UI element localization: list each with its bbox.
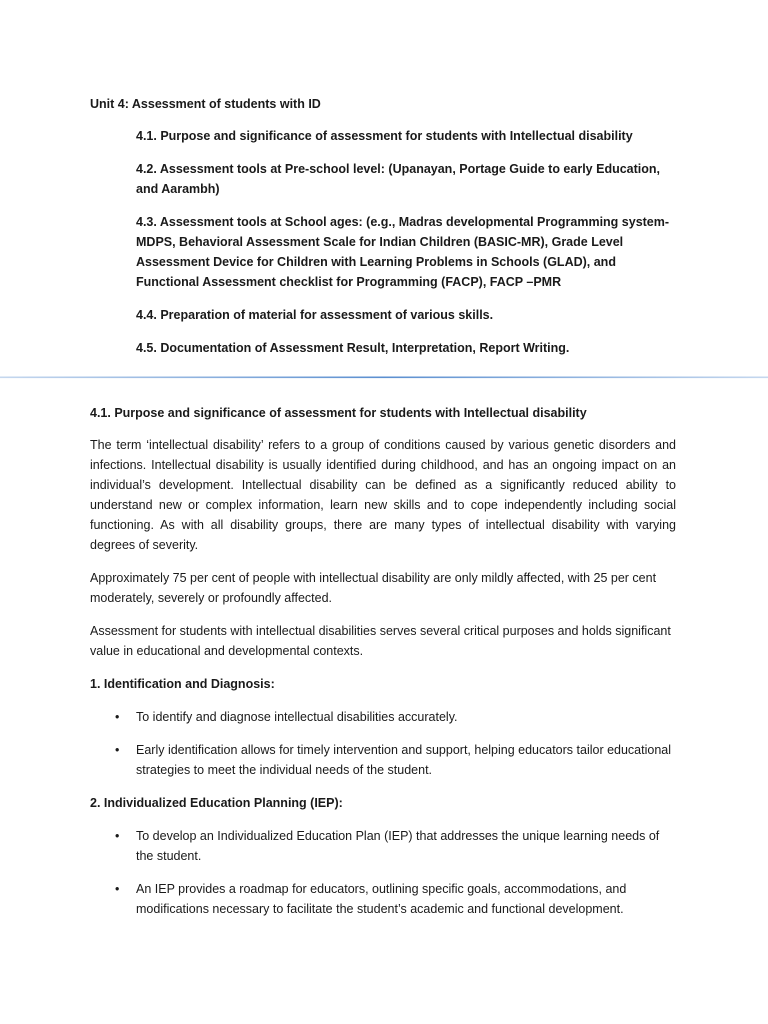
list-item bbox=[115, 826, 676, 866]
toc-item: 4.4. Preparation of material for assessment of various skills. bbox=[136, 308, 494, 322]
section-heading: 4.1. Purpose and significance of assessment for students with Intellectual disability bbox=[90, 406, 587, 420]
bullet-icon: • bbox=[115, 710, 120, 724]
list-item-text: To identify and diagnose intellectual disabilities accurately. bbox=[136, 710, 458, 724]
subsection-heading: 1. Identification and Diagnosis: bbox=[90, 677, 275, 691]
list-item-text: To develop an Individualized Education Plan (IEP) that addresses the unique learning needs of the student. bbox=[136, 829, 660, 863]
bullet-list bbox=[90, 826, 676, 919]
list-item bbox=[115, 740, 676, 780]
bullet-icon: • bbox=[115, 743, 120, 757]
toc-item: 4.2. Assessment tools at Pre-school level: (Upanayan, Portage Guide to early Education, and Aarambh) bbox=[136, 162, 660, 196]
toc-item: 4.3. Assessment tools at School ages: (e.g., Madras developmental Programming system-MDPS, Behavioral Assessment Scale for Indian Children (BASIC-MR), Grade Level Assessment Device for Children with Learning Problems in Schools (GLAD), and Functional Assessment checklist for Programming (FACP), FACP –PMR bbox=[136, 215, 670, 289]
subsection-heading: 2. Individualized Education Planning (IEP): bbox=[90, 796, 343, 810]
section-content bbox=[90, 403, 676, 932]
unit-title: Unit 4: Assessment of students with ID bbox=[90, 97, 321, 111]
bullet-list bbox=[90, 707, 676, 780]
bullet-icon: • bbox=[115, 882, 120, 896]
list-item bbox=[115, 879, 676, 919]
table-of-contents bbox=[136, 126, 676, 371]
paragraph: Approximately 75 per cent of people with intellectual disability are only mildly affected, with 25 per cent moderately, severely or profoundly affected. bbox=[90, 571, 657, 605]
list-item-text: Early identification allows for timely intervention and support, helping educators tailor educational strategies to meet the individual needs of the student. bbox=[136, 743, 672, 777]
toc-item: 4.1. Purpose and significance of assessment for students with Intellectual disability bbox=[136, 129, 633, 143]
list-item-text: An IEP provides a roadmap for educators, outlining specific goals, accommodations, and modifications necessary to facilitate the student’s academic and functional development. bbox=[136, 882, 627, 916]
paragraph: The term ‘intellectual disability’ refers to a group of conditions caused by various genetic disorders and infections. Intellectual disability is usually identified during childhood, and has an ongoing impact on an individual’s development. Intellectual disability can be defined as a significantly reduced ability to understand new or complex information, learn new skills and to cope independently including social functioning. As with all disability groups, there are many types of intellectual disability with varying degrees of severity. bbox=[90, 438, 676, 552]
bullet-icon: • bbox=[115, 829, 120, 843]
section-divider bbox=[0, 376, 768, 379]
list-item bbox=[115, 707, 676, 727]
toc-item: 4.5. Documentation of Assessment Result, Interpretation, Report Writing. bbox=[136, 341, 570, 355]
paragraph: Assessment for students with intellectual disabilities serves several critical purposes and holds significant value in educational and developmental contexts. bbox=[90, 624, 671, 658]
